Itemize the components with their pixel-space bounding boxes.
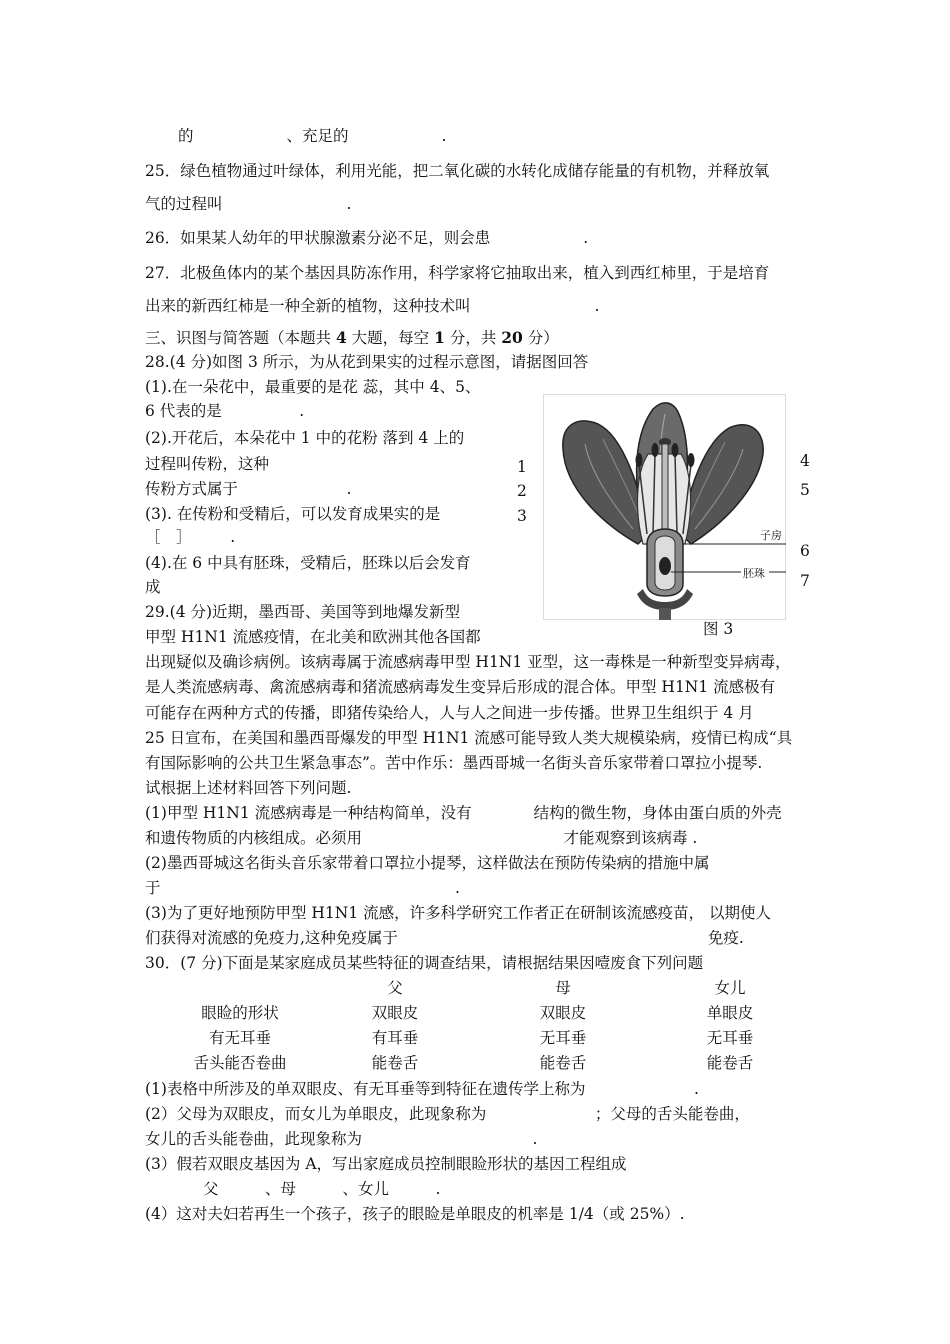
figure-label-5: 5: [800, 481, 810, 499]
question-29-line6: 25 日宣布，在美国和墨西哥爆发的甲型 H1N1 流感可能导致人类大规模染病，疫情已构成“具: [145, 729, 793, 747]
table-cell: 无耳垂: [706, 1029, 754, 1047]
section-3-heading: 三、识图与简答题（本题共 4 大题，每空 1 分，共 20 分）: [145, 328, 559, 347]
question-28-2-line3: 传粉方式属于 .: [145, 480, 352, 498]
figure-label-2: 2: [517, 482, 527, 500]
question-28-3-line2: ［ ］ .: [145, 528, 236, 546]
table-row-label: 舌头能否卷曲: [193, 1054, 287, 1072]
line-blank-fill: 的 、充足的 .: [178, 127, 447, 145]
table-cell: 单眼皮: [706, 1004, 754, 1022]
figure-label-3: 3: [517, 507, 527, 525]
flower-diagram: [543, 394, 786, 620]
question-30-1: (1)表格中所涉及的单双眼皮、有无耳垂等到特征在遗传学上称为 .: [145, 1080, 699, 1098]
question-28-1-line1: (1).在一朵花中，最重要的是花 蕊，其中 4、5、: [145, 378, 481, 396]
figure-caption: 图 3: [703, 620, 734, 638]
table-cell: 能卷舌: [706, 1054, 754, 1072]
question-28-4-line2: 成: [145, 578, 161, 596]
question-29-line1: 29.(4 分)近期，墨西哥、美国等到地爆发新型: [145, 603, 461, 621]
table-cell: 能卷舌: [371, 1054, 419, 1072]
question-30-4: (4）这对夫妇若再生一个孩子，孩子的眼睑是单眼皮的机率是 1/4（或 25%）.: [145, 1205, 685, 1223]
question-28-3-line1: (3). 在传粉和受精后，可以发育成果实的是: [145, 505, 441, 523]
table-cell: 有耳垂: [371, 1029, 419, 1047]
table-header-daughter: 女儿: [714, 979, 746, 997]
question-28-heading: 28.(4 分)如图 3 所示，为从花到果实的过程示意图，请据图回答: [145, 353, 589, 371]
question-28-2-line2: 过程叫传粉，这种: [145, 455, 270, 473]
figure-label-6: 6: [800, 542, 810, 560]
question-29-line3: 出现疑似及确诊病例。该病毒属于流感病毒甲型 H1N1 亚型，这一毒株是一种新型变异病毒，: [145, 653, 791, 671]
question-27-line2: 出来的新西红柿是一种全新的植物，这种技术叫 .: [145, 297, 600, 315]
question-30-3-line2: 父 、母 、女儿 .: [203, 1180, 441, 1198]
question-25-line2: 气的过程叫 .: [145, 195, 352, 213]
question-29-line4: 是人类流感病毒、禽流感病毒和猪流感病毒发生变异后形成的混合体。甲型 H1N1 流感极有: [145, 678, 776, 696]
figure-label-1: 1: [517, 458, 527, 476]
question-29-line8: 试根据上述材料回答下列问题.: [145, 779, 352, 797]
question-29-1-line2: 和遗传物质的内核组成。必须用 才能观察到该病毒 .: [145, 829, 698, 847]
question-30-2-line2: 女儿的舌头能卷曲，此现象称为 .: [145, 1130, 538, 1148]
table-cell: 双眼皮: [371, 1004, 419, 1022]
question-27-line1: 27．北极鱼体内的某个基因具防冻作用，科学家将它抽取出来，植入到西红柿里，于是培育: [145, 264, 770, 282]
question-29-2-line2: 于 .: [145, 879, 460, 897]
figure-label-4: 4: [800, 452, 810, 470]
table-header-father: 父: [387, 979, 403, 997]
question-29-3-line1: (3)为了更好地预防甲型 H1N1 流感，许多科学研究工作者正在研制该流感疫苗， 以期使人: [145, 904, 772, 922]
table-cell: 能卷舌: [539, 1054, 587, 1072]
question-28-2-line1: (2).开花后，本朵花中 1 中的花粉 落到 4 上的: [145, 429, 465, 447]
table-row-label: 有无耳垂: [208, 1029, 271, 1047]
table-cell: 无耳垂: [539, 1029, 587, 1047]
question-25-line1: 25．绿色植物通过叶绿体，利用光能，把二氧化碳的水转化成储存能量的有机物，并释放氧: [145, 162, 770, 180]
table-header-mother: 母: [555, 979, 571, 997]
figure-label-7: 7: [800, 572, 810, 590]
table-row-label: 眼睑的形状: [201, 1004, 279, 1022]
label-ovary: 子房: [760, 529, 782, 542]
label-ovule: 胚珠: [743, 567, 765, 580]
question-26: 26．如果某人幼年的甲状腺激素分泌不足，则会患 .: [145, 229, 589, 247]
question-28-4-line1: (4).在 6 中具有胚珠，受精后，胚珠以后会发育: [145, 554, 471, 572]
question-29-line2: 甲型 H1N1 流感疫情，在北美和欧洲其他各国都: [145, 628, 481, 646]
question-29-3-line2: 们获得对流感的免疫力,这种免疫属于 免疫.: [145, 929, 744, 947]
question-30-heading: 30．(7 分)下面是某家庭成员某些特征的调查结果，请根据结果因噎废食下列问题: [145, 954, 704, 972]
question-30-3-line1: (3）假若双眼皮基因为 A，写出家庭成员控制眼睑形状的基因工程组成: [145, 1155, 627, 1173]
question-28-1-line2: 6 代表的是 .: [145, 402, 305, 420]
question-30-2-line1: (2）父母为双眼皮，而女儿为单眼皮，此现象称为 ；父母的舌头能卷曲，: [145, 1105, 750, 1123]
question-29-line7: 有国际影响的公共卫生紧急事态”。苦中作乐：墨西哥城一名街头音乐家带着口罩拉小提琴.: [145, 754, 763, 772]
question-29-line5: 可能存在两种方式的传播，即猪传染给人，人与人之间进一步传播。世界卫生组织于 4 月: [145, 704, 754, 722]
table-cell: 双眼皮: [539, 1004, 587, 1022]
question-29-1-line1: (1)甲型 H1N1 流感病毒是一种结构简单，没有 结构的微生物，身体由蛋白质的外壳: [145, 804, 782, 822]
question-29-2-line1: (2)墨西哥城这名街头音乐家带着口罩拉小提琴，这样做法在预防传染病的措施中属: [145, 854, 710, 872]
